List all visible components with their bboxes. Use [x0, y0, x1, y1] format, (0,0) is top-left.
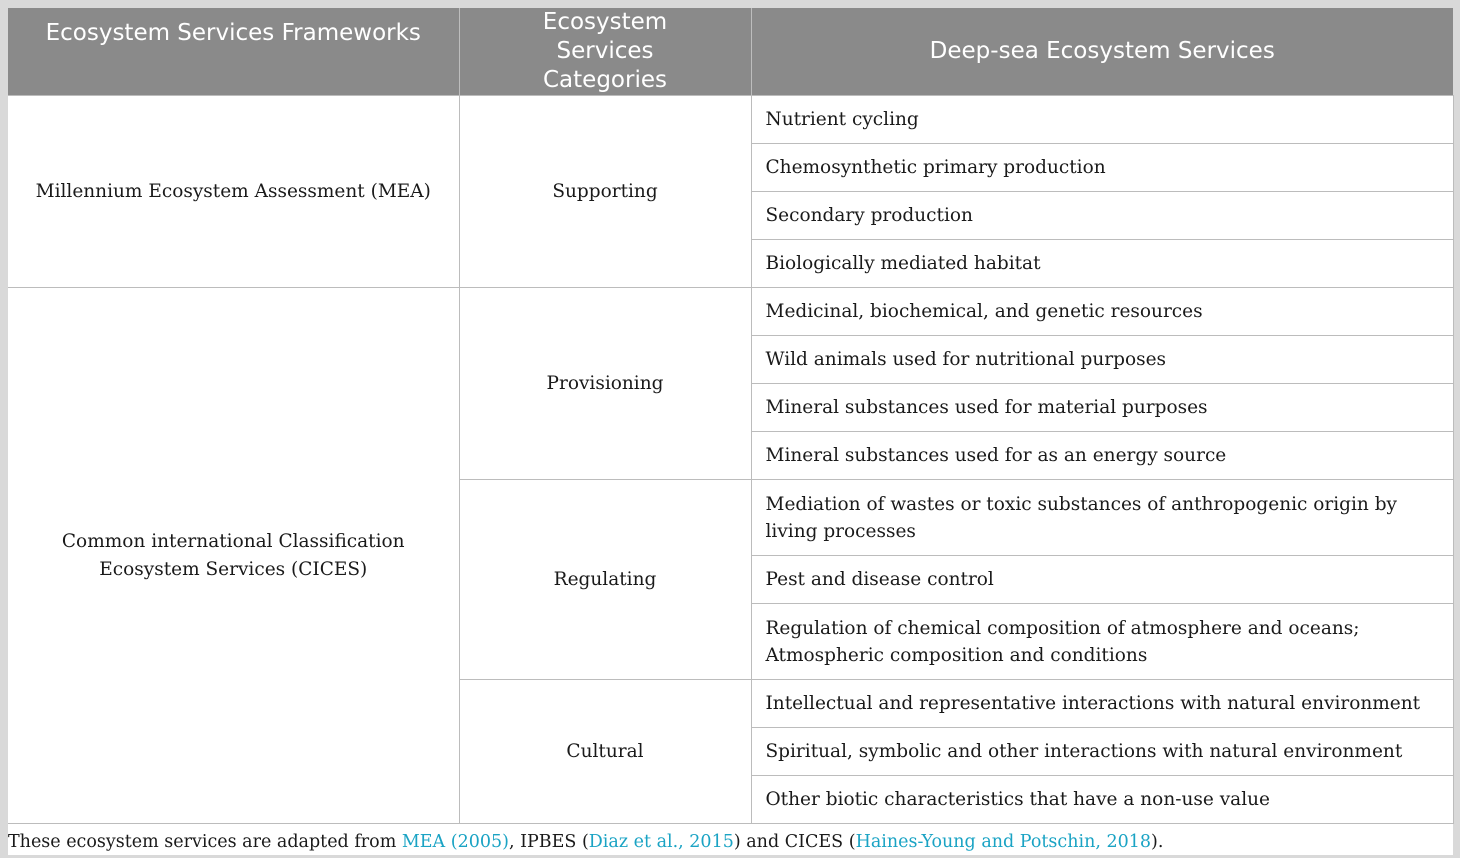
- footnote-text: ).: [1151, 832, 1164, 852]
- service-cell: Secondary production: [751, 192, 1453, 240]
- category-cell: Cultural: [459, 680, 751, 824]
- reference-link-mea[interactable]: MEA (2005): [401, 832, 509, 852]
- ecosystem-services-table: [8, 8, 1454, 824]
- header-services: Deep-sea Ecosystem Services: [751, 8, 1453, 96]
- reference-link-haines-young[interactable]: Haines-Young and Potschin, 2018: [855, 832, 1152, 852]
- table-row: [8, 96, 1453, 144]
- service-cell: Chemosynthetic primary production: [751, 144, 1453, 192]
- service-cell: Regulation of chemical composition of atmosphere and oceans; Atmospheric composition and conditions: [751, 604, 1453, 680]
- header-frameworks: Ecosystem Services Frameworks: [8, 8, 459, 96]
- footnote-text: These ecosystem services are adapted from: [8, 832, 402, 852]
- framework-cell: Millennium Ecosystem Assessment (MEA): [8, 96, 459, 288]
- footnote-text: , IPBES (: [508, 832, 589, 852]
- service-cell: Mineral substances used for as an energy source: [751, 432, 1453, 480]
- service-cell: Mineral substances used for material purposes: [751, 384, 1453, 432]
- service-cell: Intellectual and representative interactions with natural environment: [751, 680, 1453, 728]
- service-cell: Pest and disease control: [751, 556, 1453, 604]
- reference-link-diaz[interactable]: Diaz et al., 2015: [588, 832, 734, 852]
- framework-cell: Common international Classification Ecosystem Services (CICES): [8, 288, 459, 824]
- service-cell: Biologically mediated habitat: [751, 240, 1453, 288]
- category-cell: Provisioning: [459, 288, 751, 480]
- header-categories: Ecosystem Services Categories: [459, 8, 751, 96]
- service-cell: Other biotic characteristics that have a non-use value: [751, 776, 1453, 824]
- category-cell: Supporting: [459, 96, 751, 288]
- header-row: [8, 8, 1453, 96]
- table-sheet: [8, 8, 1453, 855]
- table-footnote: [8, 829, 1453, 855]
- service-cell: Medicinal, biochemical, and genetic resources: [751, 288, 1453, 336]
- category-cell: Regulating: [459, 480, 751, 680]
- service-cell: Wild animals used for nutritional purposes: [751, 336, 1453, 384]
- footnote-text: ) and CICES (: [733, 832, 856, 852]
- service-cell: Nutrient cycling: [751, 96, 1453, 144]
- service-cell: Spiritual, symbolic and other interactions with natural environment: [751, 728, 1453, 776]
- table-row: [8, 288, 1453, 336]
- service-cell: Mediation of wastes or toxic substances of anthropogenic origin by living processes: [751, 480, 1453, 556]
